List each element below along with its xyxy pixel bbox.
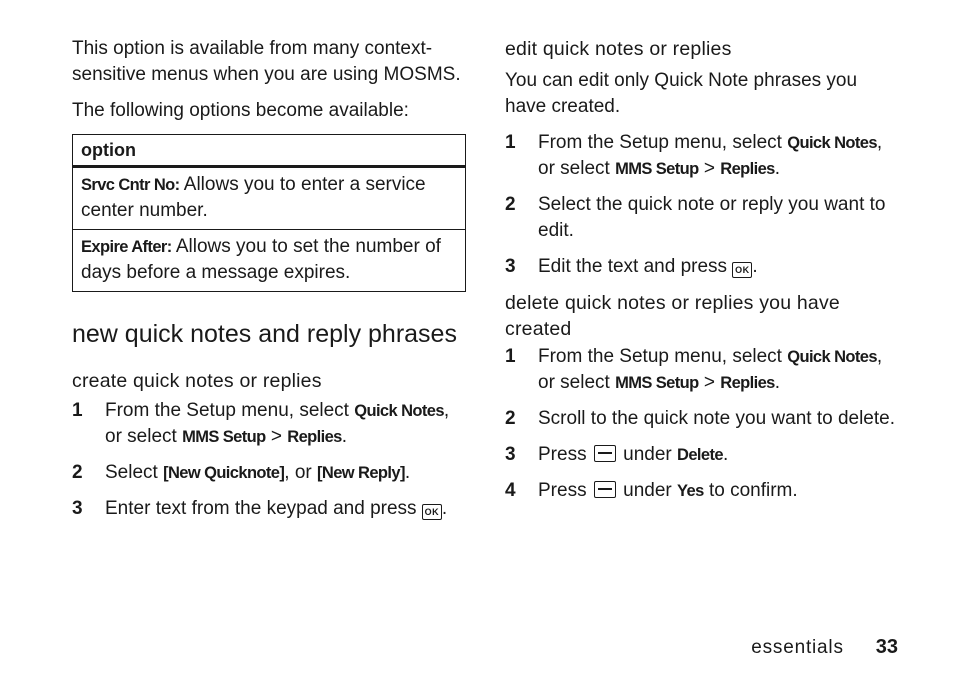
menu-term: Quick Notes <box>787 134 877 152</box>
step-text: under <box>617 480 678 501</box>
list-item <box>72 398 466 450</box>
list-item <box>505 254 900 280</box>
option-desc: Allows you to enter a service center number. <box>81 174 426 221</box>
table-row <box>73 230 466 292</box>
menu-term: Quick Notes <box>354 402 444 420</box>
menu-term: Replies <box>287 428 342 446</box>
step-text: , or select <box>538 346 883 393</box>
delete-subtitle: delete quick notes or replies you have created <box>505 292 840 340</box>
menu-term: MMS Setup <box>182 428 266 446</box>
intro-paragraph: This option is available from many context-sensitive menus when you are using MOSMS. <box>72 38 461 85</box>
step-text: Scroll to the quick note you want to delete. <box>538 408 895 429</box>
step-text: Press <box>538 444 592 465</box>
create-steps <box>72 398 466 522</box>
menu-term: Yes <box>677 482 704 500</box>
step-text: , or select <box>538 132 883 179</box>
step-text: > <box>698 372 721 393</box>
step-text: Edit the text and press <box>538 256 733 277</box>
left-column <box>72 36 466 532</box>
step-text: From the Setup menu, select <box>105 400 355 421</box>
option-table <box>72 134 466 292</box>
option-cell <box>73 167 466 230</box>
option-desc: Allows you to set the number of days before a message expires. <box>81 236 441 283</box>
step-number: 3 <box>505 444 516 465</box>
table-row <box>73 167 466 230</box>
step-text: . <box>441 498 448 519</box>
step-text: . <box>722 444 729 465</box>
menu-term: MMS Setup <box>615 374 699 392</box>
option-term: Expire After: <box>81 238 172 256</box>
ok-key-icon: OK <box>732 262 752 278</box>
step-text: . <box>404 462 411 483</box>
option-header-cell: option <box>73 135 466 167</box>
list-item <box>505 478 900 504</box>
step-text: . <box>774 372 781 393</box>
list-item <box>72 460 466 486</box>
step-number: 1 <box>72 400 83 421</box>
menu-term: MMS Setup <box>615 160 699 178</box>
step-number: 2 <box>505 408 516 429</box>
ok-key-icon: OK <box>422 504 442 520</box>
edit-intro: You can edit only Quick Note phrases you have created. <box>505 70 858 117</box>
menu-term: [New Reply] <box>317 464 405 482</box>
step-text: under <box>617 444 678 465</box>
step-number: 2 <box>505 194 516 215</box>
menu-term: [New Quicknote] <box>163 464 285 482</box>
step-text: Select <box>105 462 164 483</box>
step-text: Press <box>538 480 592 501</box>
step-text: . <box>341 426 348 447</box>
menu-term: Quick Notes <box>787 348 877 366</box>
step-text: > <box>698 158 721 179</box>
page-footer <box>751 636 898 659</box>
step-text: Enter text from the keypad and press <box>105 498 422 519</box>
step-number: 3 <box>72 498 83 519</box>
step-number: 2 <box>72 462 83 483</box>
right-column <box>505 36 900 514</box>
menu-term: Delete <box>677 446 723 464</box>
step-text: to confirm. <box>703 480 798 501</box>
edit-steps <box>505 130 900 280</box>
delete-steps <box>505 344 900 504</box>
footer-section-label: essentials <box>751 637 844 658</box>
edit-subtitle: edit quick notes or replies <box>505 38 732 60</box>
step-number: 1 <box>505 346 516 367</box>
soft-key-icon <box>594 445 616 462</box>
step-text: Select the quick note or reply you want to edit. <box>538 194 886 241</box>
menu-term: Replies <box>720 374 775 392</box>
step-number: 1 <box>505 132 516 153</box>
step-number: 4 <box>505 480 516 501</box>
step-text: . <box>774 158 781 179</box>
options-intro: The following options become available: <box>72 100 409 121</box>
list-item <box>505 130 900 182</box>
step-text: . <box>752 256 758 277</box>
list-item <box>505 406 900 432</box>
step-text: From the Setup menu, select <box>538 346 788 367</box>
option-term: Srvc Cntr No: <box>81 176 180 194</box>
list-item <box>505 344 900 396</box>
step-text: > <box>265 426 288 447</box>
option-cell <box>73 230 466 292</box>
step-text: From the Setup menu, select <box>538 132 788 153</box>
list-item <box>72 496 466 522</box>
create-subtitle: create quick notes or replies <box>72 370 322 392</box>
step-number: 3 <box>505 256 516 277</box>
list-item <box>505 442 900 468</box>
section-title: new quick notes and reply phrases <box>72 320 457 348</box>
soft-key-icon <box>594 481 616 498</box>
list-item <box>505 192 900 244</box>
menu-term: Replies <box>720 160 775 178</box>
step-text: , or select <box>105 400 450 447</box>
option-table-header <box>73 135 466 167</box>
step-text: , or <box>284 462 318 483</box>
page-number: 33 <box>875 636 898 658</box>
